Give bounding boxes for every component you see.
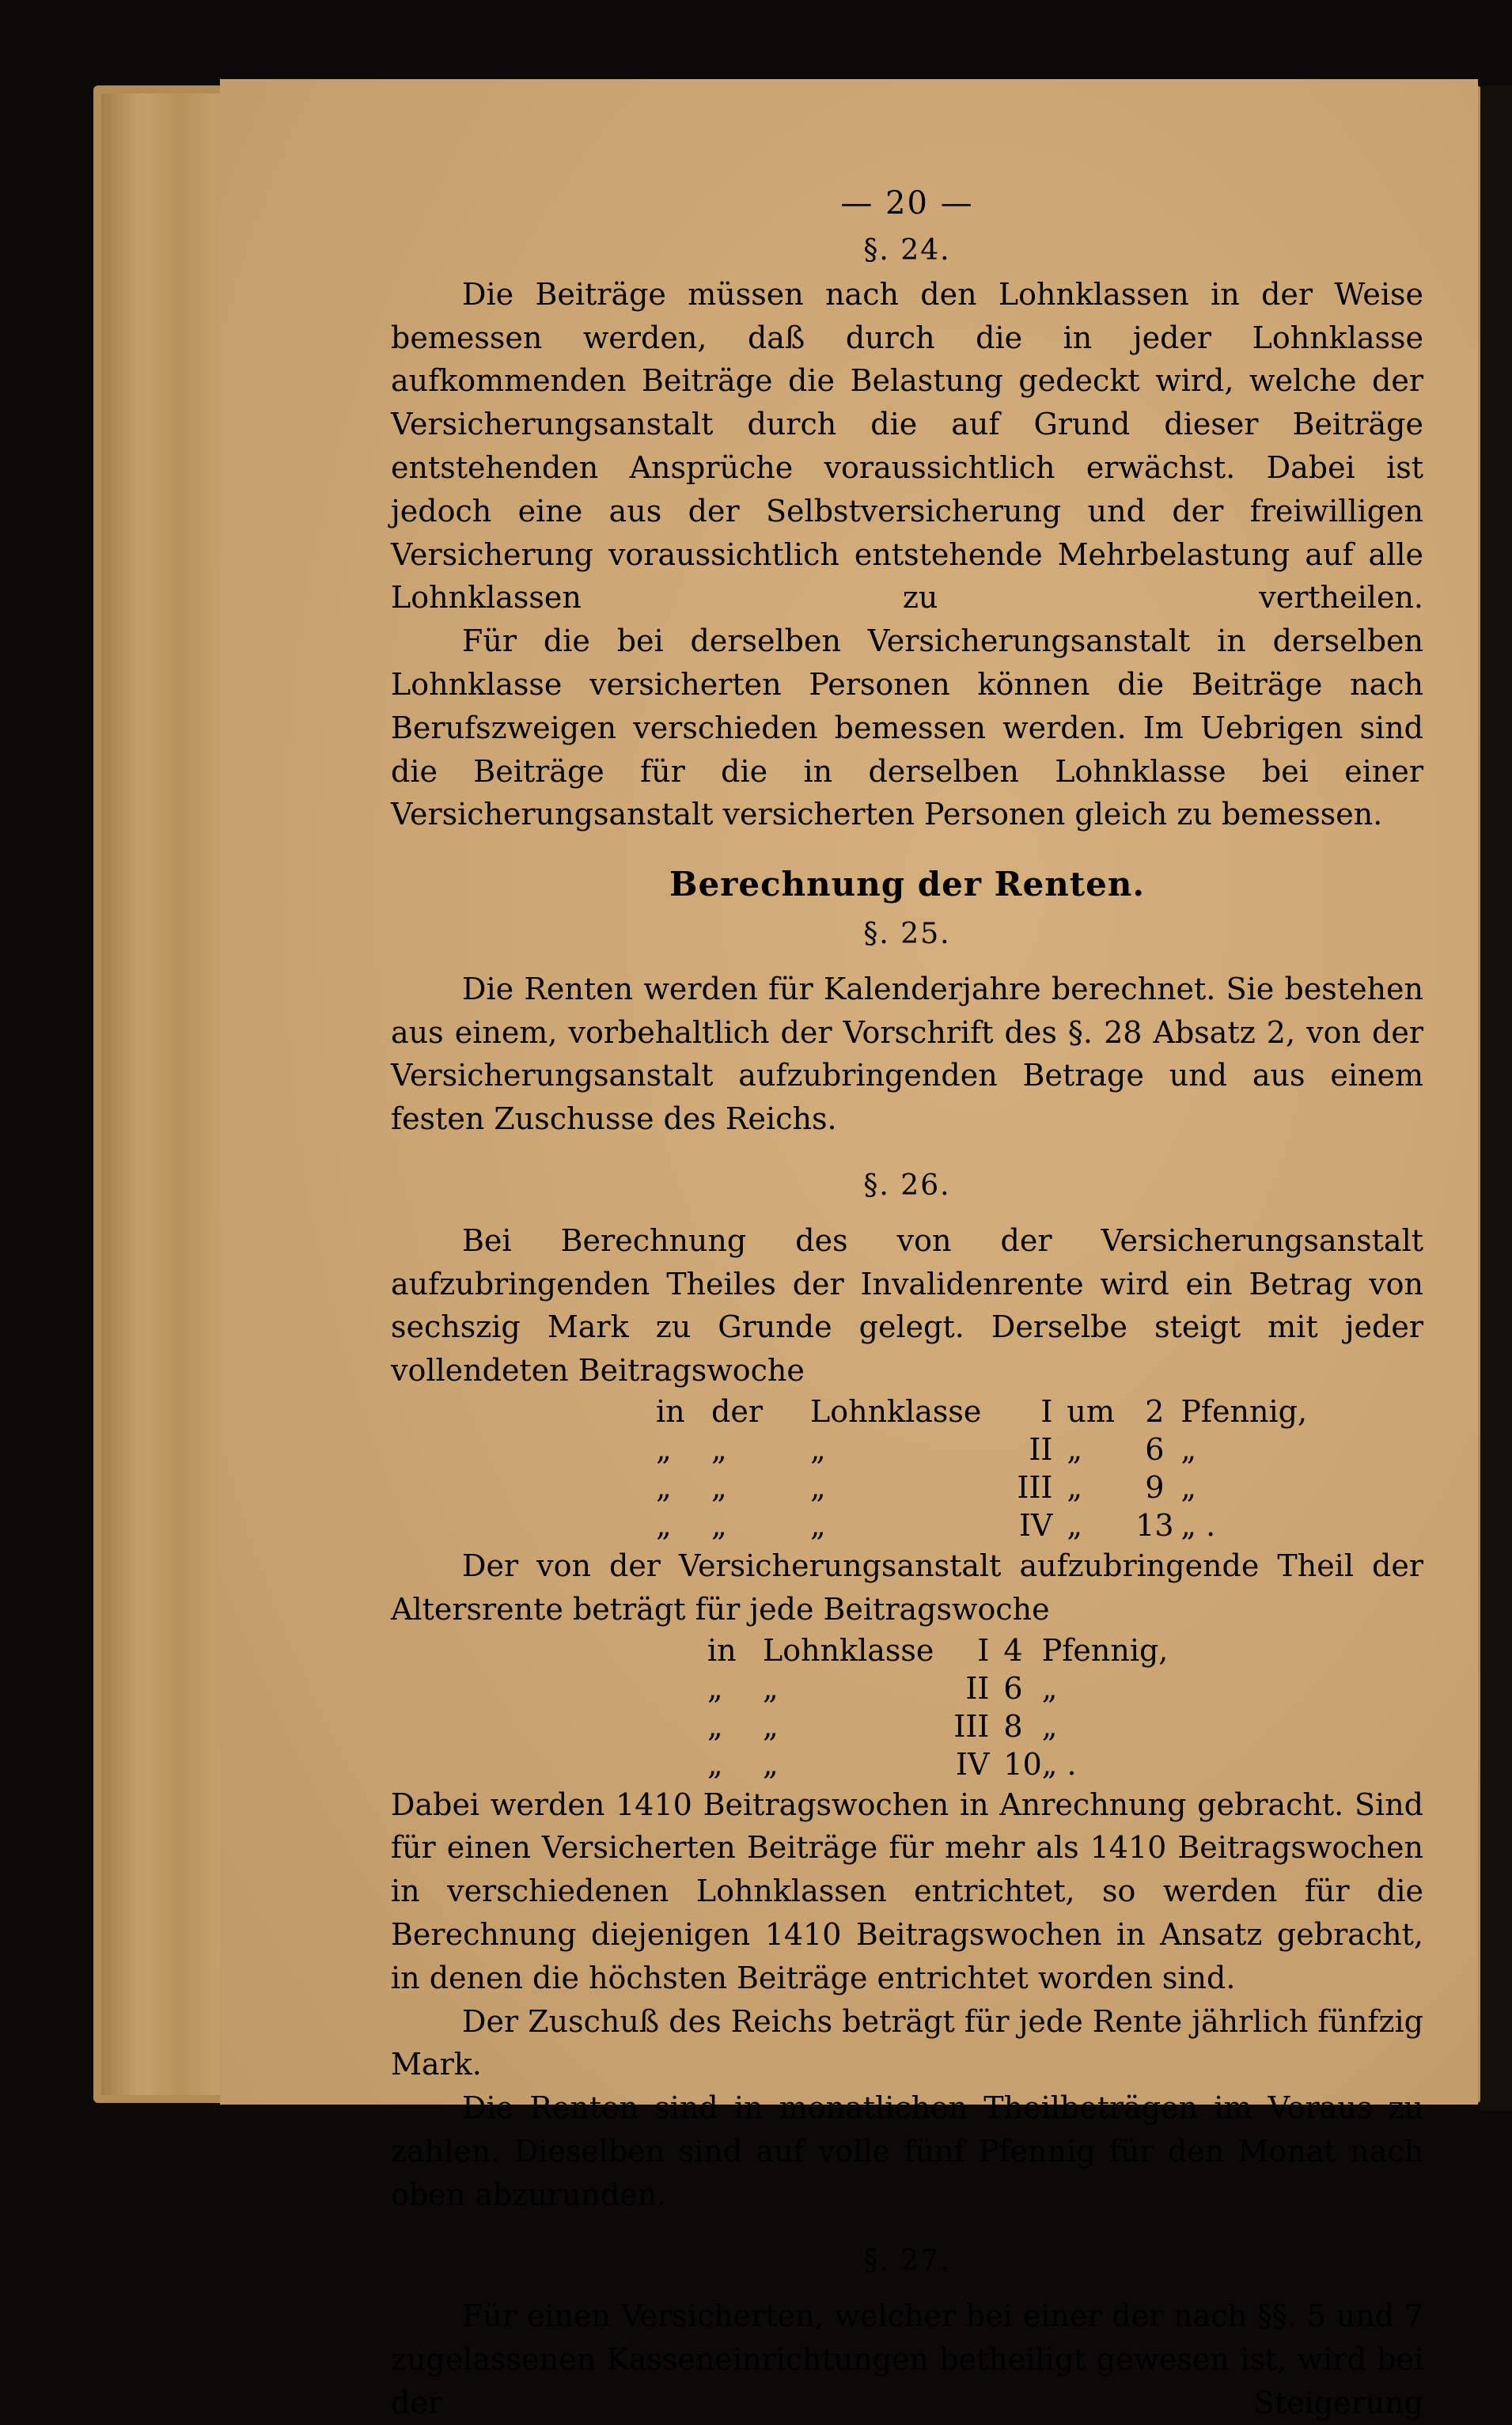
table-row: in der Lohnklasse I um 2 Pfennig, [656,1393,1308,1429]
invalidity-rate-table [656,1392,1307,1544]
old-age-rate-table [707,1631,1168,1783]
section-25-heading: §. 25. [863,917,951,950]
page-number: — 20 — [840,185,974,222]
table-row: „ „ IV 10 „ . [707,1746,1077,1782]
section-24-paragraph-2: Für die bei derselben Versicherungsanstalt in derselben Lohnklasse versicherten Personen können die Beiträge nach Berufszweigen verschieden bemessen werden. Im Uebrigen sind die Beiträge für die in derselben Lohnklasse bei einer Versicherungsanstalt versicherten Personen gleich zu bemessen. [391,623,1423,832]
section-27-paragraph-1: Für einen Versicherten, welcher bei einer der nach §§. 5 und 7 zugelassenen Kasseneinrichtungen betheiligt gewesen ist, wird bei der Steigerung [391,2298,1423,2420]
section-26-heading: §. 26. [863,1169,951,1202]
section-27-heading: §. 27. [863,2245,951,2278]
section-26-paragraph-4: Der Zuschuß des Reichs beträgt für jede Rente jährlich fünfzig Mark. [391,2003,1423,2082]
page-content [391,182,1423,2425]
table-row: „ „ „ III „ 9 „ [656,1469,1197,1505]
chapter-heading: Berechnung der Renten. [669,865,1146,904]
page-edges [101,93,232,2095]
table-row: in Lohnklasse I 4 Pfennig, [707,1632,1169,1668]
table-row: „ „ III 8 „ [707,1708,1058,1744]
section-24-heading: §. 24. [863,234,951,267]
section-26-paragraph-2: Der von der Versicherungsanstalt aufzubringende Theil der Altersrente beträgt für jede Beitragswoche [391,1548,1423,1627]
book-binding [1480,85,1512,2111]
section-26-paragraph-1: Bei Berechnung des von der Versicherungsanstalt aufzubringenden Theiles der Invalidenrente wird ein Betrag von sechszig Mark zu Grunde gelegt. Derselbe steigt mit jeder vollendeten Beitragswoche [391,1222,1423,1389]
section-25-paragraph-1: Die Renten werden für Kalenderjahre berechnet. Sie bestehen aus einem, vorbehaltlich der Vorschrift des §. 28 Absatz 2, von der Versicherungsanstalt aufzubringenden Betrage und aus einem festen Zuschusse des Reichs. [391,971,1423,1137]
table-row: „ „ II 6 „ [707,1670,1058,1706]
table-row: „ „ „ IV „ 13 „ . [656,1507,1216,1543]
section-26-paragraph-3: Dabei werden 1410 Beitragswochen in Anrechnung gebracht. Sind für einen Versicherten Beiträge für mehr als 1410 Beitragswochen in verschiedenen Lohnklassen entrichtet, so werden für die Berechnung diejenigen 1410 Beitragswochen in Ansatz gebracht, in denen die höchsten Beiträge entrichtet worden sind. [391,1787,1423,1995]
table-row: „ „ „ II „ 6 „ [656,1431,1197,1467]
section-26-paragraph-5: Die Renten sind in monatlichen Theilbeträgen im Voraus zu zahlen. Dieselben sind auf volle fünf Pfennig für den Monat nach oben abzurunden. [391,2090,1423,2212]
section-24-paragraph-1: Die Beiträge müssen nach den Lohnklassen in der Weise bemessen werden, daß durch die in jeder Lohnklasse aufkommenden Beiträge die Belastung gedeckt wird, welche der Versicherungsanstalt durch die auf Grund dieser Beiträge entstehenden Ansprüche voraussichtlich erwächst. Dabei ist jedoch eine aus der Selbstversicherung und der freiwilligen Versicherung voraussichtlich entstehende Mehrbelastung auf alle Lohnklassen zu vertheilen. [391,276,1423,616]
